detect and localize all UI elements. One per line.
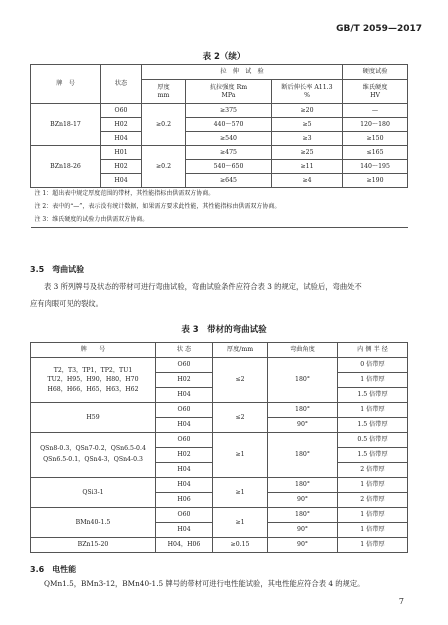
t3-grade: QSn8-0.3，QSn7-0.2，QSn6.5-0.4 QSn6.5-0.1，QSn4-3，QSn4-0.3 [31, 433, 156, 478]
t3-header-thickness: 厚度/mm [213, 343, 268, 358]
t3-thickness: ≥0.15 [213, 538, 268, 553]
t2-header-grade: 牌 号 [31, 65, 101, 104]
t3-state: H04 [156, 463, 213, 478]
t2-header-hardness: 硬度试验 [343, 65, 408, 80]
t2-hv: ≥190 [343, 174, 408, 188]
t3-thickness: ≤2 [213, 403, 268, 433]
table3-caption: 表 3 带材的弯曲试验 [181, 325, 267, 335]
section-3-5-title: 3.5 弯曲试验 [30, 265, 85, 274]
note-2: 注 2：表中的“—”，表示没有统计数据，如果需方要求此性能，其性能指标由供需双方协商。 [34, 203, 281, 211]
t3-state: H02 [156, 448, 213, 463]
table2-caption: 表 2（续） [202, 52, 246, 62]
t2-state: O60 [101, 104, 142, 118]
t3-state: H04 [156, 418, 213, 433]
table-row [31, 104, 408, 118]
t3-state: H04 [156, 478, 213, 493]
t3-angle: 90° [268, 523, 338, 538]
section-3-5-line2: 应有肉眼可见的裂纹。 [30, 299, 103, 308]
standard-number: GB/T 2059—2017 [336, 24, 422, 34]
t3-radius: 1.5 倍带厚 [338, 388, 408, 403]
t3-grade: T2，T3，TP1，TP2，TU1 TU2，H95，H90，H80，H70 H68，H66，H65，H63，H62 [31, 358, 156, 403]
t3-radius: 1 倍带厚 [338, 478, 408, 493]
t3-grade: BMn40-1.5 [31, 508, 156, 538]
t2-state: H02 [101, 160, 142, 174]
table-row [31, 508, 408, 523]
section-3-6-text: QMn1.5，BMn3-12，BMn40-1.5 牌号的带材可进行电性能试验，其电性能应符合表 4 的规定。 [44, 579, 365, 588]
table-row [31, 433, 408, 448]
t3-radius: 1 倍带厚 [338, 373, 408, 388]
t2-header-tensile: 拉 伸 试 验 [142, 65, 343, 80]
t3-radius: 2 倍带厚 [338, 493, 408, 508]
t3-state: O60 [156, 433, 213, 448]
t2-elong: ≥25 [272, 146, 343, 160]
t3-state: O60 [156, 403, 213, 418]
t3-radius: 1 倍带厚 [338, 508, 408, 523]
t2-state: H04 [101, 174, 142, 188]
t3-state: H04 [156, 388, 213, 403]
t2-header-strength: 抗拉强度 Rm MPa [186, 80, 272, 104]
t2-rm: 540～650 [186, 160, 272, 174]
note-1: 注 1：超出表中规定厚度范围的带材，其性能指标由供需双方协商。 [34, 190, 215, 198]
table-row [31, 538, 408, 553]
t3-header-angle: 弯曲角度 [268, 343, 338, 358]
t3-state: O60 [156, 508, 213, 523]
t2-hv: ≥150 [343, 132, 408, 146]
t2-rm: ≥645 [186, 174, 272, 188]
t3-state: H04 [156, 523, 213, 538]
page-number: 7 [398, 597, 404, 606]
t3-thickness: ≥1 [213, 508, 268, 538]
t3-radius: 1 倍带厚 [338, 523, 408, 538]
table3 [30, 342, 408, 553]
t2-rm: ≥540 [186, 132, 272, 146]
t2-elong: ≥11 [272, 160, 343, 174]
t2-rm: ≥375 [186, 104, 272, 118]
t3-radius: 0 倍带厚 [338, 358, 408, 373]
t2-hv: 140～195 [343, 160, 408, 174]
t3-radius: 2 倍带厚 [338, 463, 408, 478]
t2-state: H01 [101, 146, 142, 160]
t3-radius: 0.5 倍带厚 [338, 433, 408, 448]
t3-header-state: 状 态 [156, 343, 213, 358]
t3-thickness: ≥1 [213, 433, 268, 478]
t3-angle: 180° [268, 508, 338, 523]
table-row [31, 146, 408, 160]
table2 [30, 64, 408, 228]
t2-elong: ≥4 [272, 174, 343, 188]
t2-thickness: ≥0.2 [142, 146, 186, 188]
t3-radius: 1 倍带厚 [338, 538, 408, 553]
t2-elong: ≥3 [272, 132, 343, 146]
t3-angle: 90° [268, 538, 338, 553]
t3-radius: 1 倍带厚 [338, 403, 408, 418]
t2-notes [31, 188, 408, 228]
t2-state: H02 [101, 118, 142, 132]
t2-header-hv: 维氏硬度 HV [343, 80, 408, 104]
note-3: 注 3：维氏硬度的试验力由供需双方协商。 [34, 215, 149, 223]
t2-grade: BZn18-26 [31, 146, 101, 188]
t3-grade: H59 [31, 403, 156, 433]
t2-hv: 120～180 [343, 118, 408, 132]
t3-angle: 90° [268, 493, 338, 508]
t3-header-grade: 牌 号 [31, 343, 156, 358]
table-row [31, 478, 408, 493]
t3-angle: 180° [268, 358, 338, 403]
t2-rm: 440～570 [186, 118, 272, 132]
section-3-5-line1: 表 3 所列牌号及状态的带材可进行弯曲试验，弯曲试验条件应符合表 3 的规定，试验后，弯曲处不 [44, 282, 362, 291]
t3-grade: QSi3-1 [31, 478, 156, 508]
t3-thickness: ≤2 [213, 358, 268, 403]
t2-elong: ≥5 [272, 118, 343, 132]
t2-header-thickness: 厚度 mm [142, 80, 186, 104]
t3-grade: BZn15-20 [31, 538, 156, 553]
t3-state: H02 [156, 373, 213, 388]
t3-angle: 180° [268, 478, 338, 493]
t3-thickness: ≥1 [213, 478, 268, 508]
t2-elong: ≥20 [272, 104, 343, 118]
t3-state: H06 [156, 493, 213, 508]
t2-thickness: ≥0.2 [142, 104, 186, 146]
t2-state: H04 [101, 132, 142, 146]
t3-angle: 180° [268, 403, 338, 418]
t3-angle: 180° [268, 433, 338, 478]
t2-header-elongation: 断后伸长率 A11.3 % [272, 80, 343, 104]
t3-angle: 90° [268, 418, 338, 433]
table-row [31, 358, 408, 373]
t2-hv: — [343, 104, 408, 118]
t3-state: H04，H06 [156, 538, 213, 553]
t2-header-state: 状态 [101, 65, 142, 104]
table-row [31, 403, 408, 418]
t3-radius: 1.5 倍带厚 [338, 418, 408, 433]
t3-radius: 1.5 倍带厚 [338, 448, 408, 463]
section-3-6-title: 3.6 电性能 [30, 565, 77, 574]
t2-hv: ≤165 [343, 146, 408, 160]
t3-state: O60 [156, 358, 213, 373]
t3-header-radius: 内 侧 半 径 [338, 343, 408, 358]
t2-rm: ≥475 [186, 146, 272, 160]
t2-grade: BZn18-17 [31, 104, 101, 146]
